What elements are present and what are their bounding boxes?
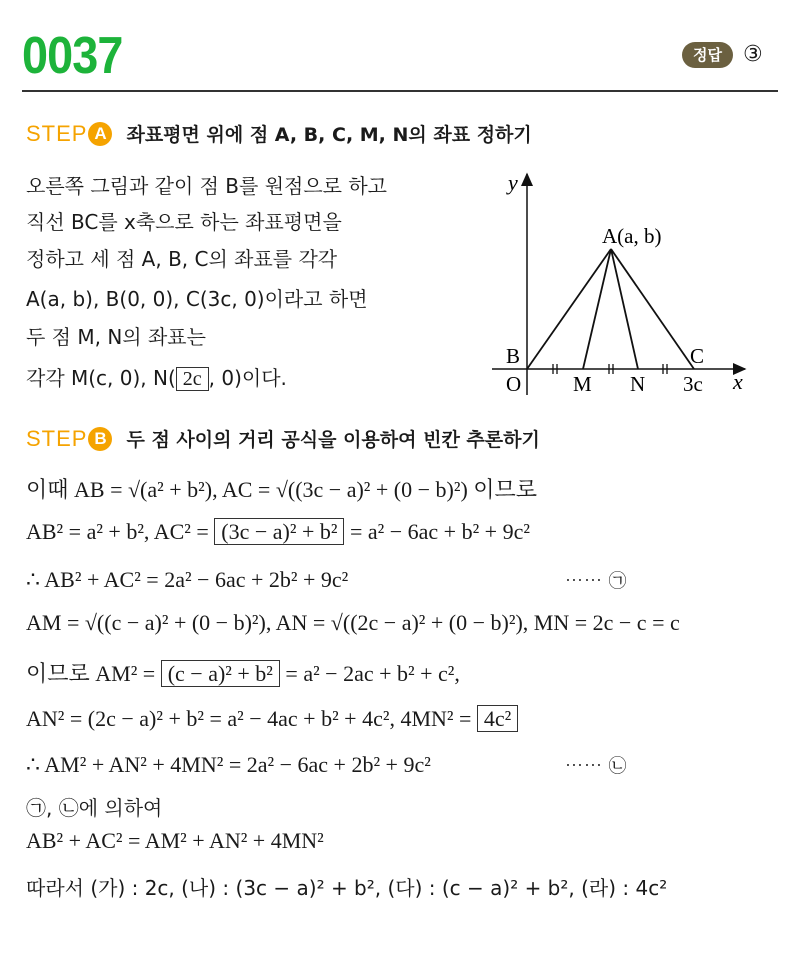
- blank-na: (3c − a)² + b²: [214, 518, 344, 545]
- text: AB² = a² + b², AC² =: [26, 519, 215, 544]
- step-b-line: ∴ AM² + AN² + 4MN² = 2a² − 6ac + 2b² + 9c²: [26, 752, 431, 777]
- y-label: y: [508, 170, 518, 195]
- header-divider: [22, 90, 778, 92]
- conclusion-line: 따라서 (가) : 2c, (나) : (3c − a)² + b², (다) : (c − a)² + b², (라) : 4c²: [26, 876, 668, 900]
- label-a: A(a, b): [602, 224, 662, 248]
- step-a-line: 정하고 세 점 A, B, C의 좌표를 각각: [26, 247, 338, 271]
- text: 각각 M(c, 0), N(: [26, 366, 176, 390]
- step-b-line: [26, 657, 460, 688]
- step-b-line: AB² + AC² = AM² + AN² + 4MN²: [26, 828, 324, 853]
- step-b-line: [26, 519, 530, 545]
- equation-tag-1: ⋯⋯ ㉠: [565, 571, 628, 591]
- problem-number: 0037: [22, 27, 123, 85]
- step-a-line-last: [26, 362, 287, 391]
- label-m: M: [573, 372, 592, 396]
- step-a-line: 오른쪽 그림과 같이 점 B를 원점으로 하고: [26, 174, 387, 198]
- text: 이므로 AM² =: [26, 661, 161, 686]
- step-a-line: A(a, b), B(0, 0), C(3c, 0)이라고 하면: [26, 287, 368, 311]
- text: , 0)이다.: [208, 366, 287, 390]
- blank-ga: 2c: [176, 367, 209, 391]
- step-b-line: ㉠, ㉡에 의하여: [26, 796, 163, 820]
- blank-ra: 4c²: [477, 705, 518, 732]
- step-b-title: 두 점 사이의 거리 공식을 이용하여 빈칸 추론하기: [126, 429, 540, 451]
- step-a-line: 직선 BC를 x축으로 하는 좌표평면을: [26, 210, 342, 234]
- label-c: C: [690, 344, 705, 368]
- step-word: STEP: [26, 120, 88, 146]
- blank-da: (c − a)² + b²: [161, 660, 280, 687]
- step-b-line: AM = √((c − a)² + (0 − b)²), AN = √((2c − a)² + (0 − b)²), MN = 2c − c = c: [26, 610, 680, 635]
- step-b-badge: B: [88, 427, 112, 451]
- label-b: B: [506, 344, 521, 368]
- coordinate-figure: [480, 160, 780, 400]
- step-a-badge: A: [88, 122, 112, 146]
- step-a-line: 두 점 M, N의 좌표는: [26, 325, 206, 349]
- text: = a² − 2ac + b² + c²,: [279, 661, 460, 686]
- answer-value: ③: [742, 42, 763, 67]
- label-n: N: [630, 372, 646, 396]
- text: = a² − 6ac + b² + 9c²: [344, 519, 530, 544]
- equation-tag-2: ⋯⋯ ㉡: [565, 756, 628, 776]
- step-a-heading: [26, 120, 532, 147]
- step-b-heading: [26, 425, 540, 452]
- step-b-line: 이때 AB = √(a² + b²), AC = √((3c − a)² + (0 − b)²) 이므로: [26, 477, 538, 502]
- step-a-title: 좌표평면 위에 점 A, B, C, M, N의 좌표 정하기: [126, 124, 532, 146]
- step-b-line: [26, 706, 518, 732]
- step-word: STEP: [26, 425, 88, 451]
- label-3c: 3c: [683, 372, 703, 396]
- text: AN² = (2c − a)² + b² = a² − 4ac + b² + 4c², 4MN² =: [26, 706, 477, 731]
- label-o: O: [506, 372, 522, 396]
- answer-badge: 정답: [682, 42, 733, 68]
- x-label: x: [733, 369, 743, 394]
- answer-area: [682, 42, 763, 68]
- step-b-line: ∴ AB² + AC² = 2a² − 6ac + 2b² + 9c²: [26, 567, 349, 592]
